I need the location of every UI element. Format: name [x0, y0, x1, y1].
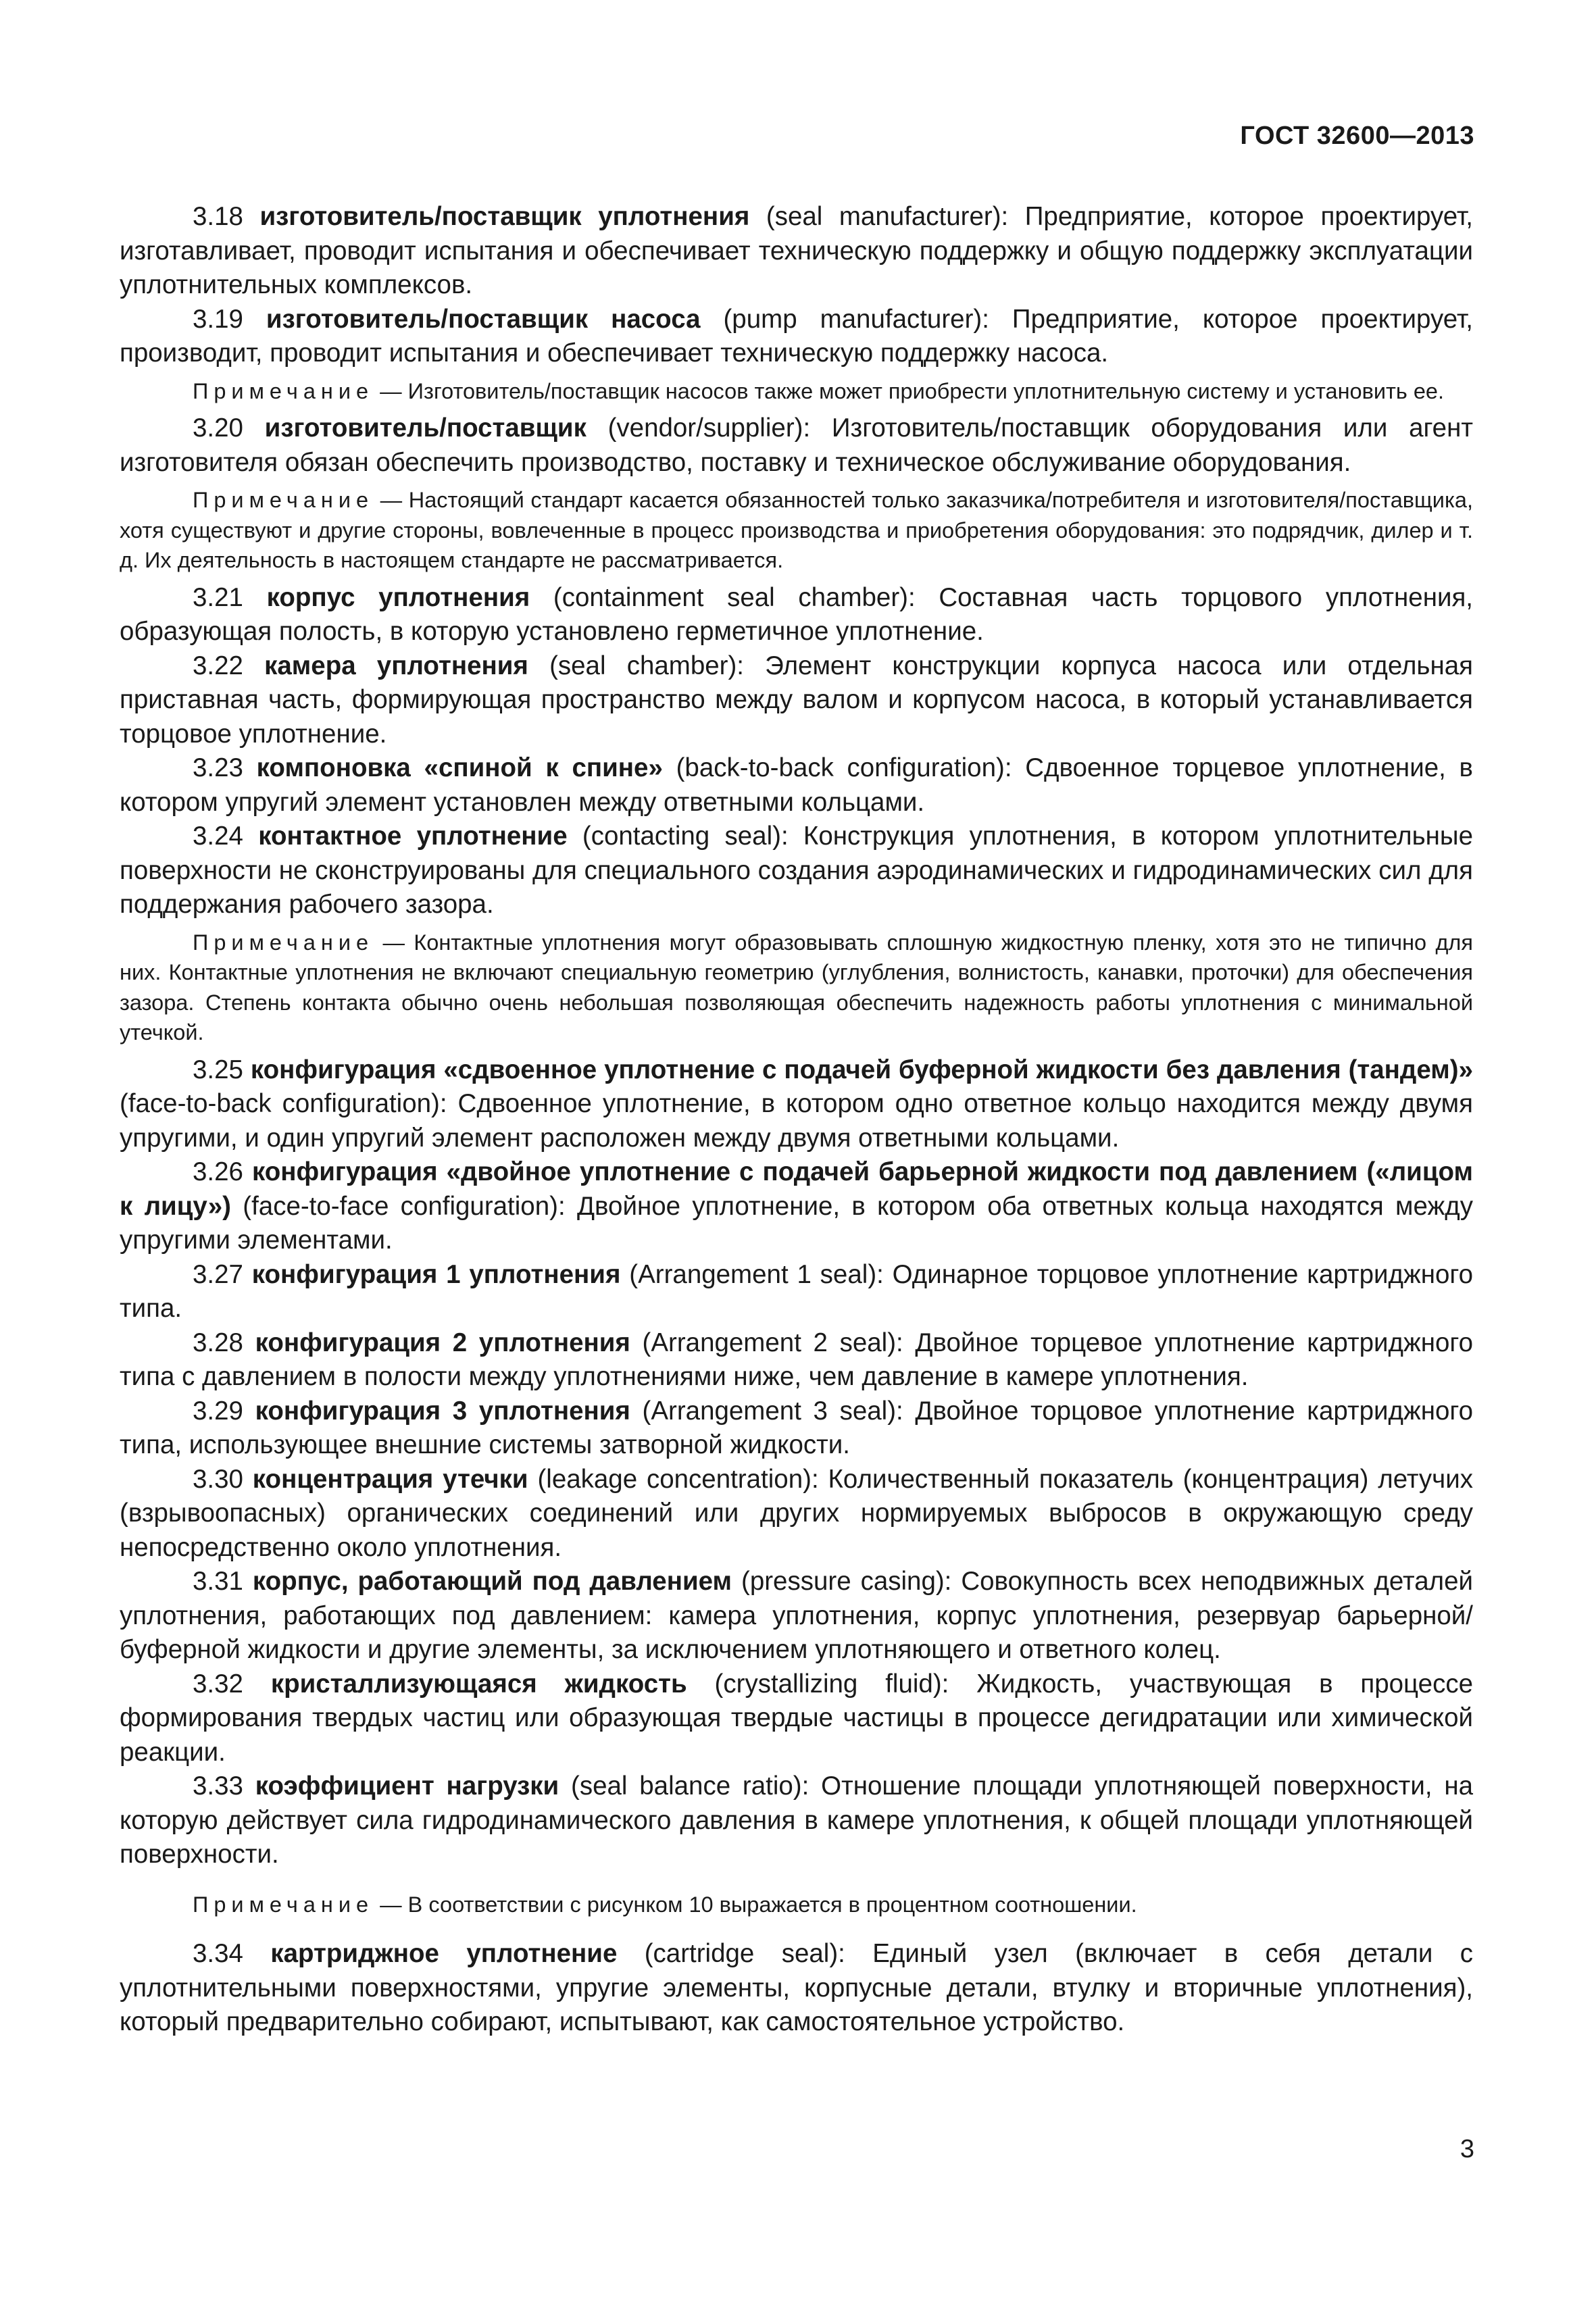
term-definition-text: (vendor/supplier): Изготовитель/поставщик оборудования или агент изготовителя обязан обеспечить производство, поставку и техническое обслуживание оборудования.: [120, 413, 1473, 477]
term-name: кристаллизующаяся жидкость: [270, 1669, 687, 1699]
note-paragraph: [120, 1890, 1473, 1920]
term-definition-text: (Arrangement 3 seal): Двойное торцовое уплотнение картриджного типа, использующее внешние системы затворной жидкости.: [120, 1396, 1473, 1459]
page-number: 3: [1460, 2135, 1474, 2163]
note-text: — Изготовитель/поставщик насосов также может приобрести уплотнительную систему и установить ее.: [374, 378, 1445, 403]
term-definition-text: (Arrangement 2 seal): Двойное торцевое уплотнение картриджного типа с давлением в полости между уплотнениями ниже, чем давление в камере уплотнения.: [120, 1328, 1473, 1391]
term-definition: [120, 1565, 1473, 1667]
term-definition-text: (cartridge seal): Единый узел (включает в себя детали с уплотнительными поверхностями, упругие элементы, корпусные детали, втулку и вторичные уплотнения), который предварительно собирают, испытывают, как самостоятельное устройство.: [120, 1939, 1473, 2036]
term-number: 3.27: [193, 1259, 243, 1289]
term-definition: [120, 751, 1473, 820]
term-number: 3.29: [193, 1396, 243, 1426]
term-definition-text: (seal manufacturer): Предприятие, которое проектирует, изготавливает, проводит испытания и обеспечивает техническую поддержку и общую поддержку эксплуатации уплотнительных комплексов.: [120, 202, 1473, 299]
term-definition-text: (crystallizing fluid): Жидкость, участвующая в процессе формирования твердых частиц или образующая твердые частицы в процессе дегидратации или химической реакции.: [120, 1669, 1474, 1767]
term-number: 3.30: [193, 1464, 243, 1494]
term-name: конфигурация 1 уплотнения: [251, 1259, 621, 1289]
term-definition: [120, 1258, 1473, 1326]
term-definition-text: (back-to-back configuration): Сдвоенное торцевое уплотнение, в котором упругий элемент установлен между ответными кольцами.: [120, 753, 1473, 817]
term-definition: [120, 1155, 1473, 1258]
document-header: ГОСТ 32600—2013: [1240, 122, 1474, 150]
term-name: картриджное уплотнение: [270, 1939, 618, 1968]
note-text: — Контактные уплотнения могут образовывать сплошную жидкостную пленку, хотя это не типично для них. Контактные уплотнения не включают специальную геометрию (углубления, волнистость, канавки, проточки) для обеспечения зазора. Степень контакта обычно очень небольшая позволяющая обеспечить надежность работы уплотнения с минимальной утечкой.: [120, 930, 1473, 1045]
term-number: 3.18: [193, 202, 243, 231]
term-name: контактное уплотнение: [258, 822, 568, 851]
term-name: корпус, работающий под давлением: [252, 1567, 732, 1596]
term-number: 3.26: [193, 1157, 243, 1186]
term-definition: [120, 581, 1473, 649]
term-number: 3.34: [193, 1939, 243, 1968]
term-definition: [120, 820, 1473, 922]
term-number: 3.32: [193, 1669, 243, 1699]
note-label: Примечание: [193, 378, 374, 403]
document-body: [120, 200, 1473, 2040]
term-number: 3.33: [193, 1771, 243, 1801]
term-definition-text: (contacting seal): Конструкция уплотнения, в котором уплотнительные поверхности не сконструированы для специального создания аэродинамических и гидродинамических сил для поддержания рабочего зазора.: [120, 822, 1473, 919]
term-number: 3.19: [193, 304, 243, 334]
term-name: концентрация утечки: [252, 1464, 528, 1494]
term-name: коэффициент нагрузки: [255, 1771, 559, 1801]
note-text: — Настоящий стандарт касается обязанностей только заказчика/потребителя и изготовителя/поставщика, хотя существуют и другие стороны, вовлеченные в процесс производства и приобретения оборудования: это подрядчик, дилер и т. д. Их деятельность в настоящем стандарте не рассматривается.: [120, 488, 1473, 572]
term-definition-text: (pressure casing): Совокупность всех неподвижных деталей уплотнения, работающих под давлением: камера уплотнения, корпус уплотнения, резервуар барьерной/буферной жидкости и другие элементы, за исключением уплотняющего и ответного колец.: [120, 1567, 1473, 1664]
term-definition-text: (face-to-face configuration): Двойное уплотнение, в котором оба ответных кольца находятся между упругими элементами.: [120, 1191, 1473, 1255]
term-definition: [120, 649, 1473, 752]
note-label: Примечание: [193, 488, 374, 512]
term-name: камера уплотнения: [264, 651, 528, 680]
term-definition-text: (seal chamber): Элемент конструкции корпуса насоса или отдельная приставная часть, формирующая пространство между валом и корпусом насоса, в который устанавливается торцовое уплотнение.: [120, 651, 1473, 749]
term-name: компоновка «спиной к спине»: [256, 753, 663, 782]
term-name: изготовитель/поставщик насоса: [266, 304, 701, 334]
term-definition: [120, 1463, 1473, 1565]
note-label: Примечание: [193, 1892, 374, 1917]
term-name: конфигурация «двойное уплотнение с подачей барьерной жидкости под давлением («лицом к лицу»): [120, 1157, 1474, 1221]
note-text: — В соответствии с рисунком 10 выражается в процентном соотношении.: [374, 1892, 1137, 1917]
term-name: конфигурация «сдвоенное уплотнение с подачей буферной жидкости без давления (тандем)»: [250, 1055, 1473, 1084]
term-definition-text: (leakage concentration): Количественный показатель (концентрация) летучих (взрывоопасных) органических соединений или других нормируемых выбросов в окружающую среду непосредственно около уплотнения.: [120, 1464, 1473, 1562]
note-label: Примечание: [193, 930, 374, 955]
term-definition: [120, 1937, 1473, 2040]
term-number: 3.23: [193, 753, 243, 782]
term-definition-text: (face-to-back configuration): Сдвоенное уплотнение, в котором одно ответное кольцо находится между двумя упругими, и один упругий элемент расположен между двумя ответными кольцами.: [120, 1089, 1473, 1153]
note-paragraph: [120, 928, 1473, 1048]
term-number: 3.24: [193, 822, 243, 851]
term-definition: [120, 411, 1473, 480]
term-definition: [120, 1667, 1473, 1770]
term-number: 3.28: [193, 1328, 243, 1357]
term-definition: [120, 1053, 1473, 1156]
term-name: изготовитель/поставщик: [264, 413, 587, 443]
term-definition: [120, 1769, 1473, 1872]
term-definition: [120, 1326, 1473, 1394]
term-number: 3.31: [193, 1567, 243, 1596]
term-number: 3.20: [193, 413, 243, 443]
term-name: изготовитель/поставщик уплотнения: [259, 202, 750, 231]
note-paragraph: [120, 376, 1473, 407]
term-definition-text: (seal balance ratio): Отношение площади уплотняющей поверхности, на которую действует сила гидродинамического давления в камере уплотнения, к общей площади уплотняющей поверхности.: [120, 1771, 1473, 1869]
term-definition: [120, 1394, 1473, 1463]
term-number: 3.22: [193, 651, 243, 680]
term-number: 3.21: [193, 582, 243, 612]
term-definition-text: (pump manufacturer): Предприятие, которое проектирует, производит, проводит испытания и обеспечивает техническую поддержку насоса.: [120, 304, 1473, 368]
term-number: 3.25: [193, 1055, 243, 1084]
term-definition-text: (Arrangement 1 seal): Одинарное торцовое уплотнение картриджного типа.: [120, 1259, 1473, 1323]
term-name: конфигурация 2 уплотнения: [255, 1328, 630, 1357]
term-definition-text: (containment seal chamber): Составная часть торцового уплотнения, образующая полость, в которую установлено герметичное уплотнение.: [120, 582, 1474, 646]
term-name: конфигурация 3 уплотнения: [255, 1396, 630, 1426]
term-definition: [120, 303, 1473, 371]
term-name: корпус уплотнения: [266, 582, 530, 612]
term-definition: [120, 200, 1473, 303]
note-paragraph: [120, 485, 1473, 576]
